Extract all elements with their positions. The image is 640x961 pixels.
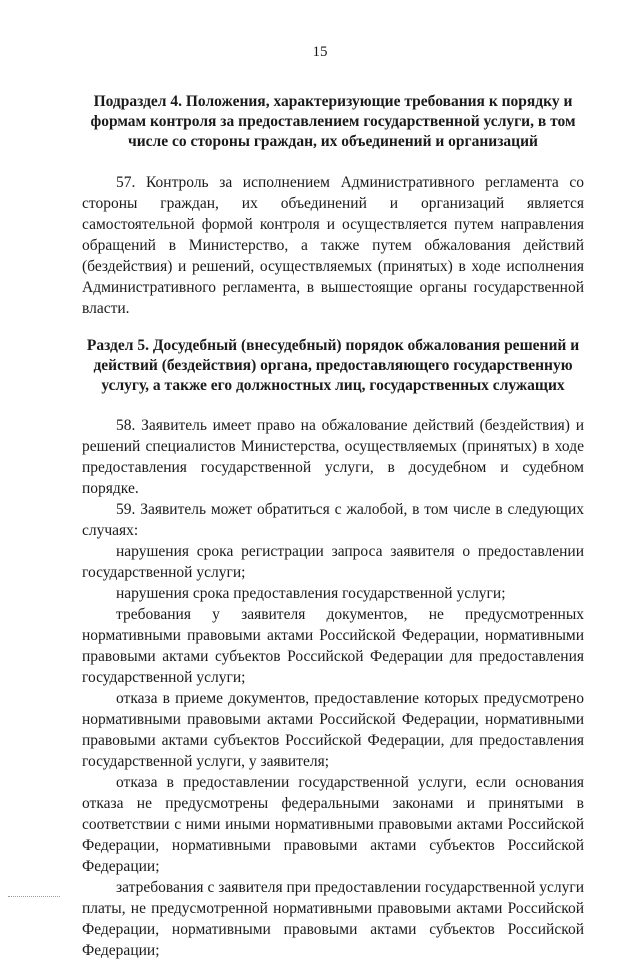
case-item-document-refusal: отказа в приеме документов, предоставление которых предусмотрено нормативными правовыми актами Российской Федерации, нормативными правовыми актами субъектов Российской Федерации, для предоставления государственной услуги, у заявителя; [82,690,584,770]
section-5-heading: Раздел 5. Досудебный (внесудебный) порядок обжалования решений и действий (бездействия) органа, предоставляющего государственную услугу, а также его должностных лиц, государственных служащих [86,337,580,394]
page-content [82,92,584,961]
case-item-registration-deadline: нарушения срока регистрации запроса заявителя о предоставлении государственной услуги; [82,543,584,581]
page-number: 15 [312,44,328,60]
case-item-extra-documents: требования у заявителя документов, не предусмотренных нормативными правовыми актами Российской Федерации, нормативными правовыми актами субъектов Российской Федерации для предоставления государственной услуги; [82,606,584,686]
case-item-unlawful-fee: затребования с заявителя при предоставлении государственной услуги платы, не предусмотренной нормативными правовыми актами Российской Федерации, нормативными правовыми актами субъектов Российской Федерации; [82,879,584,959]
paragraph-57: 57. Контроль за исполнением Административного регламента со стороны граждан, их объединений и организаций является самостоятельной формой контроля и осуществляется путем направления обращений в Министерство, а также путем обжалования действий (бездействия) и решений, осуществляемых (принятых) в ходе исполнения Административного регламента, в вышестоящие органы государственной власти. [82,174,584,317]
subsection-4-heading: Подраздел 4. Положения, характеризующие требования к порядку и формам контроля за предоставлением государственной услуги, в том числе со стороны граждан, их объединений и организаций [90,93,576,150]
paragraph-58: 58. Заявитель имеет право на обжалование действий (бездействия) и решений специалистов Министерства, осуществляемых (принятых) в ходе предоставления государственной услуги, в досудебном и судебном порядке. [82,417,584,497]
paragraph-59: 59. Заявитель может обратиться с жалобой, в том числе в следующих случаях: [82,501,584,539]
case-item-service-deadline: нарушения срока предоставления государственной услуги; [116,585,506,602]
case-item-service-refusal: отказа в предоставлении государственной услуги, если основания отказа не предусмотрены федеральными законами и принятыми в соответствии с ними иными нормативными правовыми актами Российской Федерации, нормативными правовыми актами субъектов Российской Федерации; [82,774,584,875]
footer-dotted-mark [8,896,60,898]
